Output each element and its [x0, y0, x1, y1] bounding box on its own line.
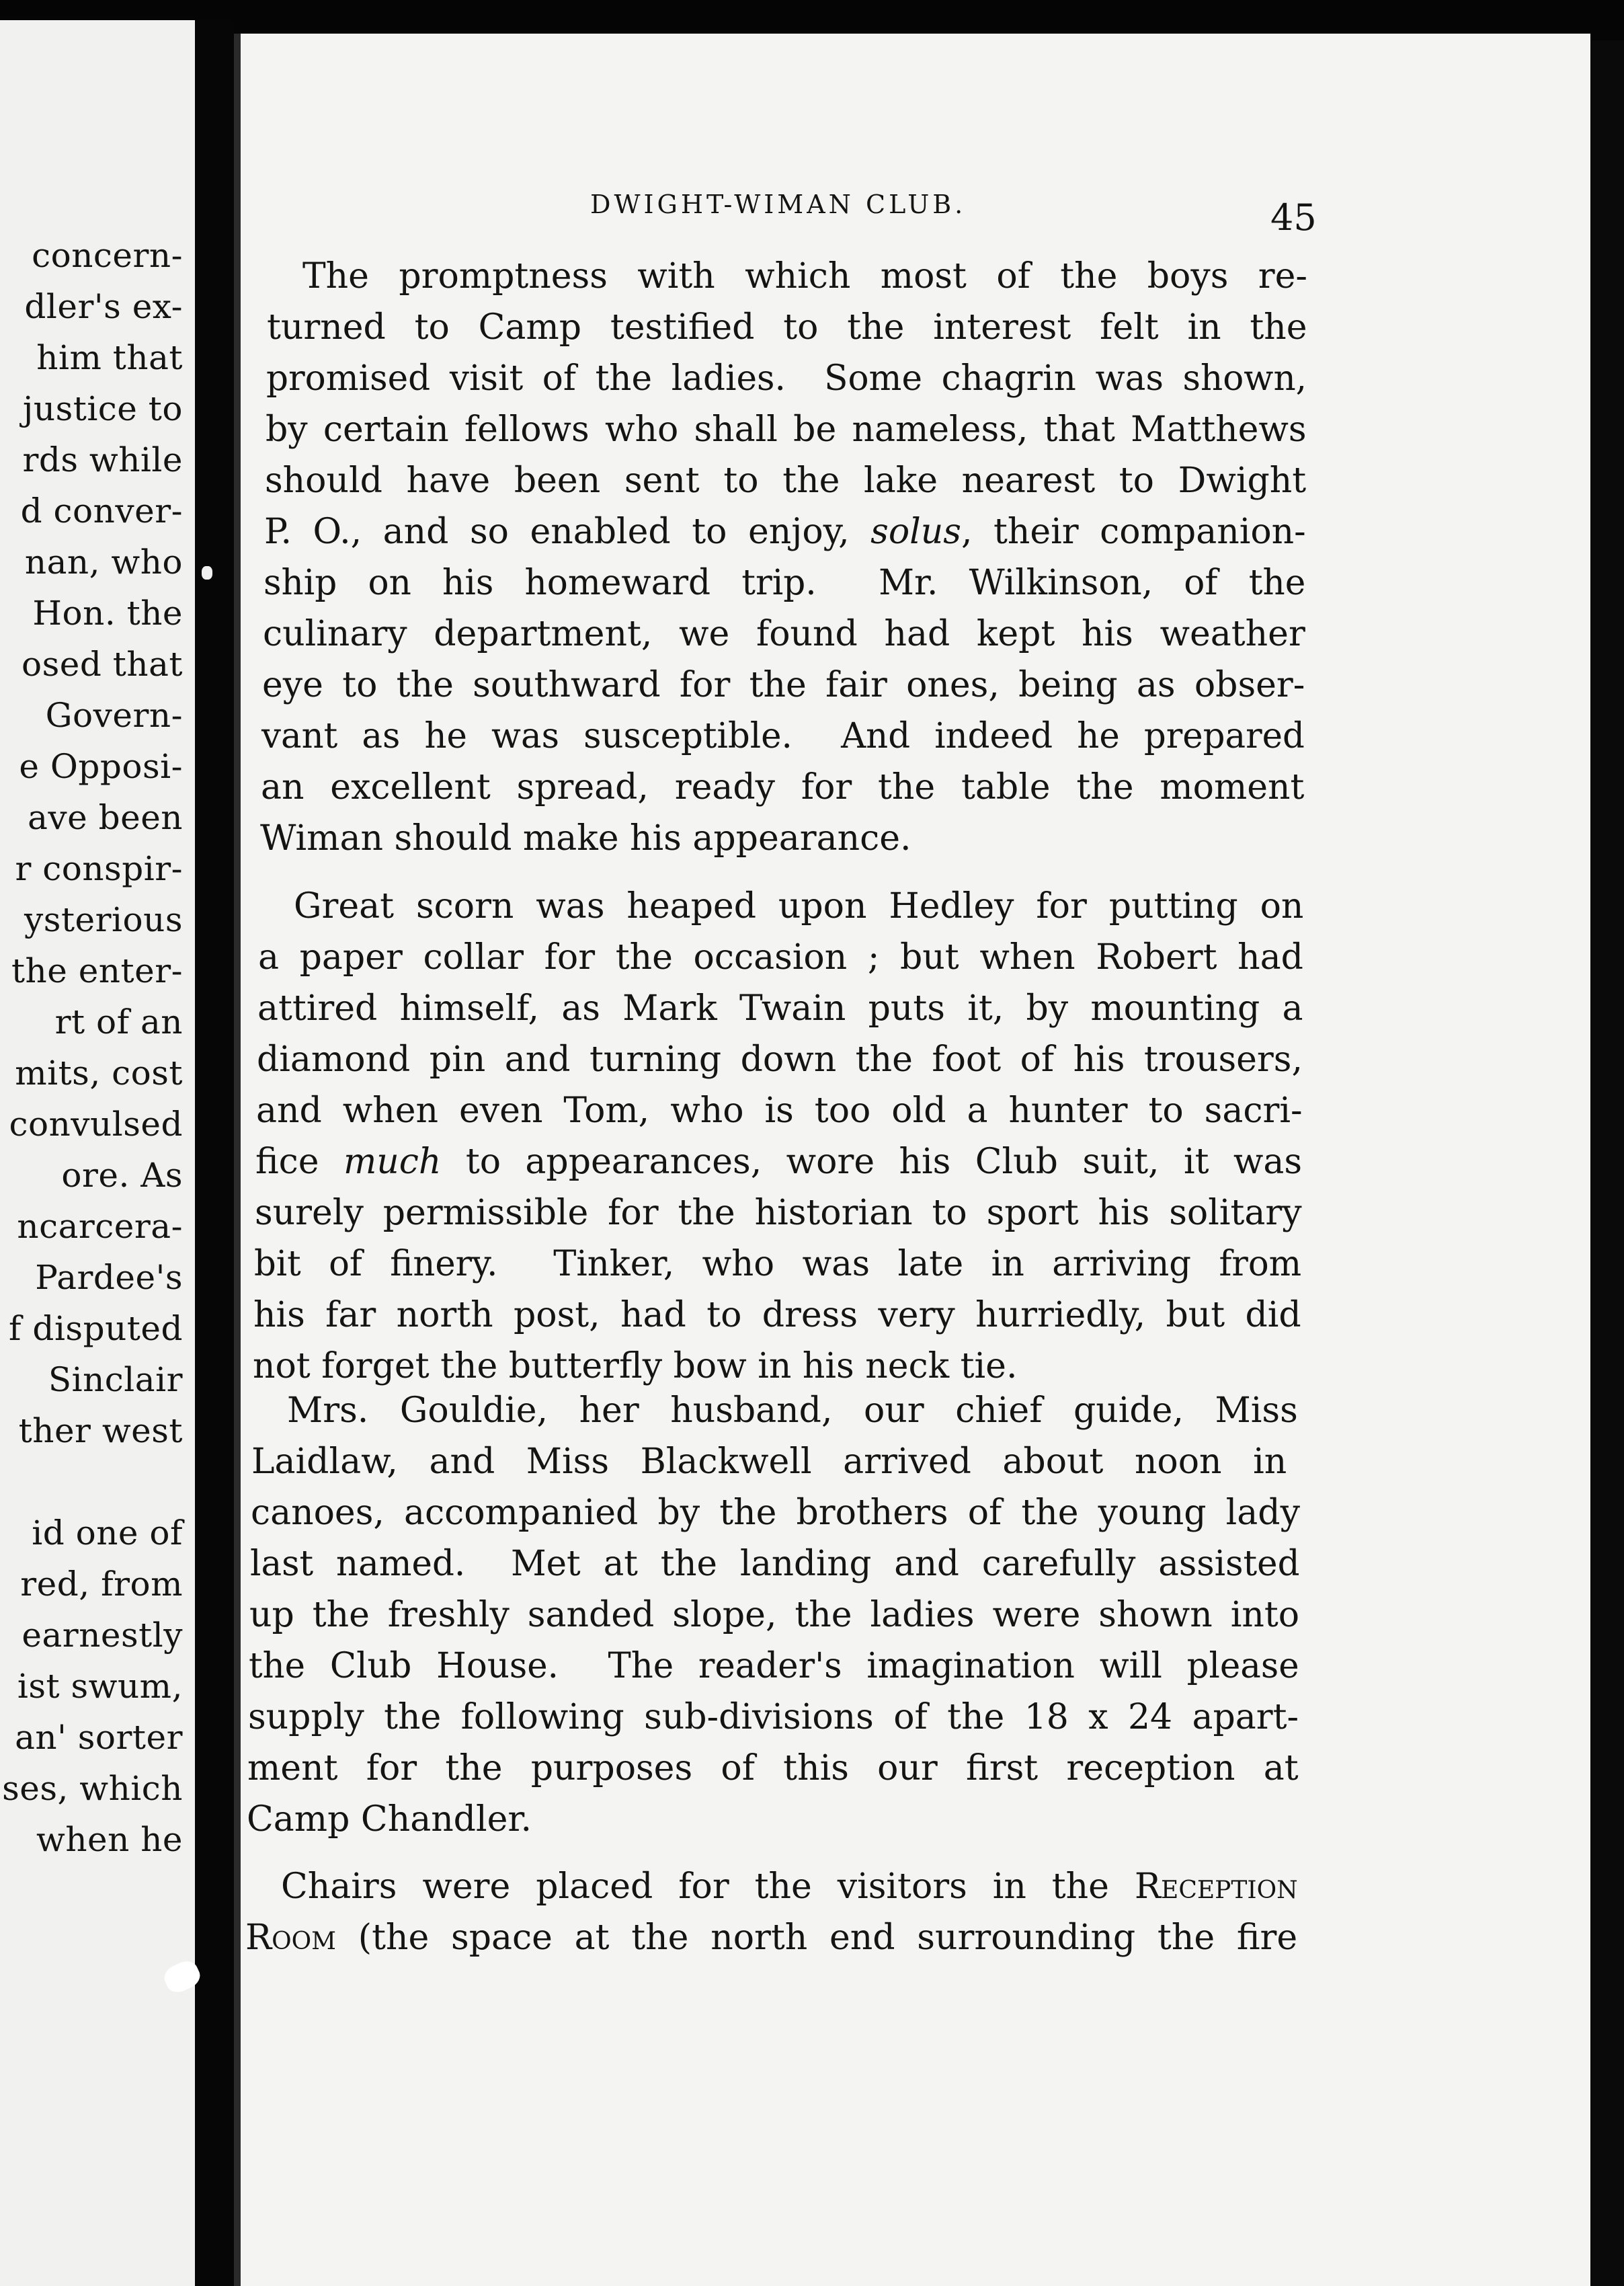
small-caps-word: Reception [1134, 1866, 1298, 1907]
book-gutter [195, 20, 234, 2286]
text-run: Laidlaw, and Miss Blackwell arrived about noon in [251, 1442, 1287, 1482]
text-run: bit of finery. Tinker, who was late in arriving from [254, 1244, 1302, 1284]
text-line [262, 665, 1305, 705]
text-run: vant as he was susceptible. And indeed he prepared [261, 716, 1305, 756]
page-number: 45 [1270, 196, 1317, 239]
running-head: DWIGHT-WIMAN CLUB. [590, 190, 967, 219]
text-run: (the space at the north end surrounding the fire [336, 1918, 1298, 1958]
text-run: eye to the southward for the fair ones, being as obser- [262, 665, 1305, 705]
left-page-line: e Opposi- [19, 747, 183, 786]
left-page-line: the enter- [11, 951, 183, 990]
italic-word: much [343, 1142, 442, 1182]
text-line [250, 1544, 1300, 1584]
text-run: Wiman should make his appearance. [260, 818, 911, 859]
text-run: and when even Tom, who is too old a hunter to sacri- [256, 1091, 1303, 1131]
left-page-line: red, from [20, 1565, 183, 1604]
left-page-line: Hon. the [32, 594, 183, 633]
text-run: not forget the butterfly bow in his neck tie. [253, 1346, 1018, 1386]
text-run: The promptness with which most of the boys re- [302, 256, 1307, 297]
text-line [261, 767, 1305, 807]
text-line [254, 1244, 1302, 1284]
text-line [294, 886, 1304, 927]
left-page-line: r conspir- [15, 849, 183, 888]
left-page-line: mits, cost [15, 1054, 183, 1093]
text-run: canoes, accompanied by the brothers of the young lady [251, 1493, 1300, 1533]
left-page-line: rt of an [54, 1002, 183, 1041]
left-page-line: him that [36, 338, 183, 377]
text-run: the Club House. The reader's imagination will please [249, 1646, 1299, 1686]
text-line [249, 1646, 1299, 1686]
left-page-line: ist swum, [17, 1667, 183, 1706]
text-line [245, 1918, 1298, 1958]
text-line [253, 1346, 1018, 1386]
text-line [257, 988, 1303, 1029]
text-run: Mrs. Gouldie, her husband, our chief guide, Miss [287, 1390, 1298, 1431]
left-page-line: dler's ex- [24, 287, 183, 326]
left-page-line: convulsed [9, 1105, 183, 1144]
text-run: surely permissible for the historian to sport his solitary [255, 1193, 1302, 1233]
text-run: diamond pin and turning down the foot of his trousers, [257, 1039, 1303, 1080]
text-line [247, 1799, 532, 1840]
text-run: Camp Chandler. [247, 1799, 532, 1840]
scan-right-edge [1590, 40, 1624, 2286]
left-page-line: when he [36, 1820, 183, 1859]
text-line [260, 818, 911, 859]
left-page-line: ysterious [24, 900, 183, 939]
text-run: ment for the purposes of this our first reception at [247, 1748, 1299, 1788]
text-run: promised visit of the ladies. Some chagrin was shown, [266, 358, 1307, 399]
text-line [266, 358, 1307, 399]
left-page-fragment [0, 20, 195, 2286]
text-run: should have been sent to the lake nearest to Dwight [265, 461, 1307, 501]
left-page-line: Pardee's [35, 1258, 183, 1297]
left-page-line: Govern- [45, 696, 183, 735]
text-line [263, 614, 1305, 654]
text-line [248, 1697, 1299, 1737]
left-page-line: ave been [28, 798, 183, 837]
italic-word: solus [870, 512, 961, 552]
left-page-line: id one of [32, 1513, 183, 1552]
text-line [266, 409, 1307, 450]
text-line [265, 461, 1307, 501]
left-page-line: ncarcera- [17, 1207, 183, 1246]
text-line [255, 1193, 1302, 1233]
text-line [249, 1595, 1300, 1635]
text-line [251, 1493, 1300, 1533]
text-run: Chairs were placed for the visitors in the [281, 1866, 1135, 1907]
left-page-line: d conver- [20, 491, 183, 530]
text-run: Great scorn was heaped upon Hedley for putting on [294, 886, 1304, 927]
text-line [264, 512, 1306, 552]
left-page-line: Sinclair [48, 1360, 183, 1399]
text-line [302, 256, 1307, 297]
small-caps-word: Room [245, 1918, 337, 1958]
left-page-line: earnestly [22, 1616, 183, 1655]
text-run: to appearances, wore his Club suit, it was [441, 1142, 1303, 1182]
left-page-line: ther west [18, 1411, 183, 1450]
text-line [287, 1390, 1298, 1431]
text-run: a paper collar for the occasion ; but when Robert had [258, 937, 1303, 978]
text-line [251, 1442, 1287, 1482]
text-run: by certain fellows who shall be nameless, that Matthews [266, 409, 1307, 450]
text-run: his far north post, had to dress very hurriedly, but did [253, 1295, 1301, 1335]
text-run: up the freshly sanded slope, the ladies were shown into [249, 1595, 1300, 1635]
text-run: ship on his homeward trip. Mr. Wilkinson, of the [263, 563, 1306, 603]
text-line [258, 937, 1303, 978]
left-page-line: justice to [22, 389, 183, 428]
text-line [261, 716, 1305, 756]
text-line [247, 1748, 1299, 1788]
text-line [263, 563, 1306, 603]
left-page-line: ore. As [61, 1156, 183, 1195]
text-run: last named. Met at the landing and carefully assisted [250, 1544, 1300, 1584]
text-run: an excellent spread, ready for the table the moment [261, 767, 1305, 807]
left-page-line: an' sorter [15, 1718, 183, 1757]
left-page-line: concern- [32, 236, 183, 275]
text-line [255, 1142, 1303, 1182]
text-line [256, 1091, 1303, 1131]
text-run: P. O., and so enabled to enjoy, [264, 512, 871, 552]
text-run: culinary department, we found had kept his weather [263, 614, 1305, 654]
text-line [267, 307, 1307, 348]
scan-dust-speck [202, 566, 212, 580]
text-run: , their companion- [961, 512, 1306, 552]
left-page-line: rds while [22, 440, 183, 479]
left-page-line: osed that [22, 645, 183, 684]
text-run: attired himself, as Mark Twain puts it, by mounting a [257, 988, 1303, 1029]
text-run: turned to Camp testified to the interest felt in the [267, 307, 1307, 348]
text-line [257, 1039, 1303, 1080]
left-page-line: ses, which [2, 1769, 183, 1808]
text-line [253, 1295, 1301, 1335]
text-run: supply the following sub-divisions of the 18 x 24 apart- [248, 1697, 1299, 1737]
left-page-line: nan, who [24, 543, 183, 582]
left-page-line: f disputed [9, 1309, 183, 1348]
text-run: fice [255, 1142, 343, 1182]
text-line [281, 1866, 1298, 1907]
